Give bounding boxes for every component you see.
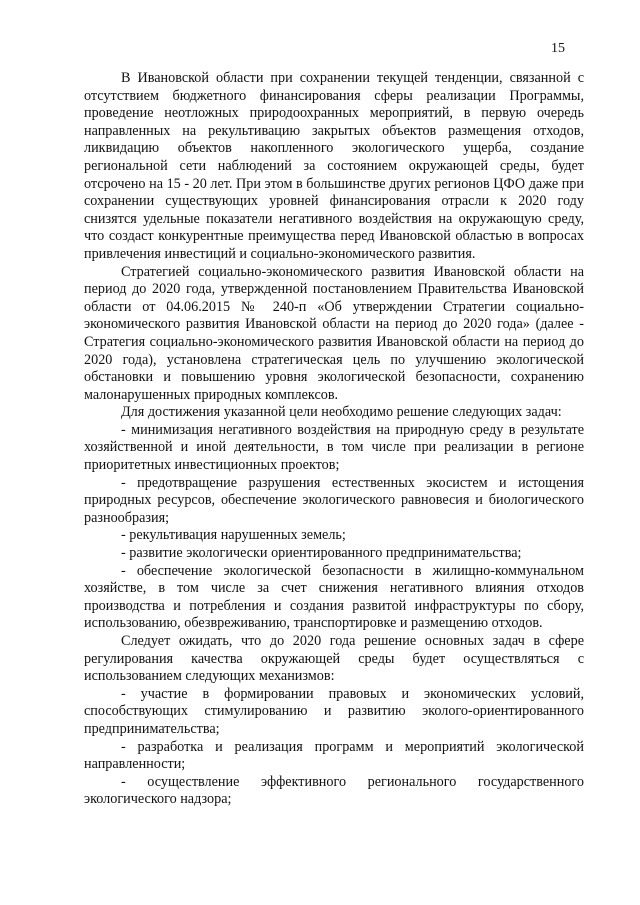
list-item: - разработка и реализация программ и мероприятий экологической направленности; <box>84 738 584 773</box>
paragraph: Стратегией социально-экономического развития Ивановской области на период до 2020 года, утвержденной постановлением Правительства Ивановской области от 04.06.2015 № 240-п «Об утверждении Стратегии социально-экономического развития Ивановской области на период до 2020 года» (далее - Стратегия социально-экономического развития Ивановской области на период до 2020 года), установлена стратегическая цель по улучшению экологической обстановки и повышению уровня экологической безопасности, сохранению малонарушенных природных комплексов. <box>84 263 584 403</box>
paragraph: Следует ожидать, что до 2020 года решение основных задач в сфере регулирования качества окружающей среды будет осуществляться с использованием следующих механизмов: <box>84 633 584 685</box>
page-number: 15 <box>551 41 565 56</box>
document-body <box>84 70 584 809</box>
paragraph: Для достижения указанной цели необходимо решение следующих задач: <box>121 404 562 421</box>
list-item: - осуществление эффективного регионального государственного экологического надзора; <box>84 773 584 808</box>
list-item: - обеспечение экологической безопасности в жилищно-коммунальном хозяйстве, в том числе за счет снижения негативного влияния отходов производства и потребления и создания развитой инфраструктуры по сбору, использованию, обезвреживанию, транспортировке и размещению отходов. <box>84 562 584 632</box>
list-item: - предотвращение разрушения естественных экосистем и истощения природных ресурсов, обеспечение экологического равновесия и биологического разнообразия; <box>84 474 584 526</box>
list-item: - минимизация негативного воздействия на природную среду в результате хозяйственной и иной деятельности, в том числе при реализации в регионе приоритетных инвестиционных проектов; <box>84 421 584 474</box>
list-item: - развитие экологически ориентированного предпринимательства; <box>121 545 522 562</box>
paragraph: В Ивановской области при сохранении текущей тенденции, связанной с отсутствием бюджетного финансирования сферы реализации Программы, проведение неотложных природоохранных мероприятий, в первую очередь направленных на рекультивацию закрытых объектов размещения отходов, ликвидацию объектов накопленного экологического ущерба, создание региональной сети наблюдений за состоянием окружающей среды, будет отсрочено на 15 - 20 лет. При этом в большинстве других регионов ЦФО даже при сохранении существующих уровней финансирования отрасли к 2020 году снизятся удельные показатели негативного воздействия на окружающую среду, что создаст конкурентные преимущества перед Ивановской областью в вопросах привлечения инвестиций и социально-экономического развития. <box>84 70 584 262</box>
list-item: - рекультивация нарушенных земель; <box>121 527 346 544</box>
list-item: - участие в формировании правовых и экономических условий, способствующих стимулированию и развитию эколого-ориентированного предпринимательства; <box>84 685 584 737</box>
